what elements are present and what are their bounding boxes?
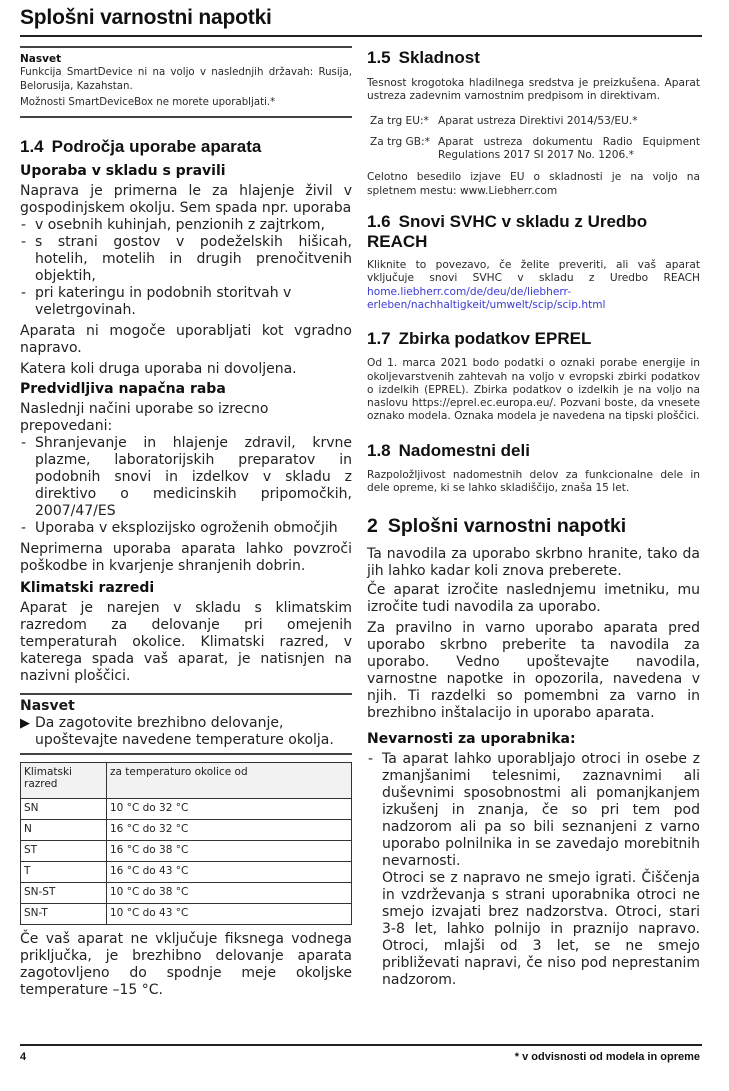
section-title: Snovi SVHC v skladu z Uredbo REACH (367, 212, 648, 252)
water-connection-note: Če vaš aparat ne vključuje fiksnega vodnega priključka, je brezhibno delovanje aparata zagotovljeno do spodnje meje okoljske temperature –15 °C. (20, 930, 352, 998)
table-row (21, 819, 352, 840)
market-text: Aparat ustreza dokumentu Radio Equipment Regulations 2017 SI 2017 No. 1206.* (438, 135, 700, 162)
list-item: - s strani gostov v podeželskih hišicah, hotelih, motelih in drugih prenočitvenih objektih, (20, 234, 352, 285)
market-label: Za trg EU:* (370, 114, 429, 127)
section-number: 1.4 (20, 136, 44, 156)
climate-class-table (20, 762, 352, 925)
hazards-list (367, 751, 700, 989)
table-row (21, 903, 352, 924)
misuse-list (20, 435, 352, 537)
section-title: Zbirka podatkov EPREL (398, 329, 592, 349)
tip-title: Nasvet (20, 697, 75, 714)
climate-heading: Klimatski razredi (20, 579, 155, 596)
page-number: 4 (20, 1051, 27, 1063)
eprel-text: Od 1. marca 2021 bodo podatki o oznaki porabe energije in okoljevarstvenih zahtevah na voljo v evropski zbirki podatkov o izdelkih (EPREL). Zbirka podatkov o izdelkih je na voljo na naslovu https://eprel.ec.europa.eu/. Pozvani boste, da vnesete oznako modela. Oznaka modela je navedena na tipski ploščici. (367, 357, 700, 423)
range-cell: 10 °C do 38 °C (107, 882, 352, 903)
hazard-text-continued: Otroci se z napravo ne smejo igrati. Čiščenja in vzdrževanja s strani uporabnika otroci ne smejo izvajati brez nadzorstva. Otroci, stari 3-8 let, lahko polnijo in praznijo napravo. Otroci, mlajši od 3 let, se ne smejo približevati napravi, če niso pod neprestanim nadzorom. (382, 870, 700, 989)
section-number: 1.8 (367, 440, 391, 460)
class-cell: SN (21, 798, 107, 819)
section-heading-1-7 (367, 329, 700, 349)
list-item: - Uporaba v eksplozijsko ogroženih območjih (20, 520, 352, 537)
declaration-text: Celotno besedilo izjave EU o skladnosti je na voljo na spletnem mestu: www.Liebherr.com (367, 171, 700, 197)
table-row (21, 882, 352, 903)
temperature-tip (20, 693, 352, 755)
column-header: za temperaturo okolice od (107, 762, 352, 798)
section-number: 2 (367, 515, 378, 538)
smartdevice-note (20, 46, 352, 118)
section-title: Skladnost (398, 48, 480, 67)
market-text: Aparat ustreza Direktivi 2014/53/EU.* (438, 114, 638, 127)
section-heading-1-8 (367, 441, 700, 461)
market-label: Za trg GB:* (370, 135, 430, 148)
other-use-note: Katera koli druga uporaba ni dovoljena. (20, 360, 297, 377)
safety-para: Če aparat izročite naslednjemu imetniku, mu izročite tudi navodila za uporabo. (367, 582, 700, 616)
range-cell: 16 °C do 43 °C (107, 861, 352, 882)
page-title: Splošni varnostni napotki (20, 6, 272, 29)
list-item: - Shranjevanje in hlajenje zdravil, krvne plazme, laboratorijskih preparatov in podobnih snovi in izdelkov v skladu z direktivo o medicinskih pripomočkih, 2007/47/ES (20, 435, 352, 520)
table-row (21, 798, 352, 819)
class-cell: T (21, 861, 107, 882)
title-divider (20, 35, 702, 37)
compliance-row-eu (367, 115, 700, 128)
svhc-description: Kliknite to povezavo, če želite preveriti, ali vaš aparat vključuje snovi SVHC v skladu z Uredbo REACH (367, 259, 700, 285)
range-cell: 10 °C do 32 °C (107, 798, 352, 819)
list-item: - pri kateringu in podobnih storitvah v veletrgovinah. (20, 285, 352, 319)
hazards-heading: Nevarnosti za uporabnika: (367, 731, 576, 748)
intended-use-intro: Naprava je primerna le za hlajenje živil v gospodinjskem okolju. Sem spada npr. uporaba (20, 182, 352, 216)
climate-text: Aparat je narejen v skladu s klimatskim razredom za delovanje pri omejenih temperaturah okolice. Klimatski razred, v katerega spada vaš aparat, je natisnjen na nazivni ploščici. (20, 599, 352, 684)
table-row (21, 840, 352, 861)
note-text: Možnosti SmartDeviceBox ne morete uporabljati.* (20, 97, 276, 108)
section-heading-2 (367, 515, 700, 538)
right-column (367, 46, 700, 989)
note-text: Funkcija SmartDevice ni na voljo v naslednjih državah: Rusija, Belorusija, Kazahstan. (20, 67, 352, 92)
table-header-row (21, 762, 352, 798)
section-number: 1.7 (367, 329, 391, 349)
left-column (20, 46, 352, 999)
range-cell: 10 °C do 43 °C (107, 903, 352, 924)
section-title: Področja uporabe aparata (51, 136, 262, 156)
section-title: Nadomestni deli (398, 440, 530, 460)
misuse-consequence: Neprimerna uporaba aparata lahko povzroči poškodbe in kvarjenje shranjenih dobrin. (20, 540, 352, 574)
misuse-heading: Predvidljiva napačna raba (20, 380, 226, 397)
footer-divider (20, 1044, 702, 1046)
class-cell: N (21, 819, 107, 840)
column-header: Klimatski razred (21, 762, 107, 798)
scip-link[interactable]: home.liebherr.com/de/deu/de/liebherr-erleben/nachhaltigkeit/umwelt/scip/scip.html (367, 285, 606, 311)
class-cell: ST (21, 840, 107, 861)
range-cell: 16 °C do 32 °C (107, 819, 352, 840)
footer-note: * v odvisnosti od modela in opreme (514, 1051, 700, 1063)
list-item (367, 751, 700, 989)
range-cell: 16 °C do 38 °C (107, 840, 352, 861)
table-row (21, 861, 352, 882)
compliance-row-gb (367, 136, 700, 163)
play-arrow-icon: ▶ (20, 715, 30, 731)
spare-parts-text: Razpoložljivost nadomestnih delov za funkcionalne dele in dele opreme, ki se lahko skladiščijo, znaša 15 let. (367, 468, 700, 495)
svhc-text (367, 259, 700, 312)
section-number: 1.5 (367, 48, 391, 67)
section-heading-1-4 (20, 137, 352, 157)
misuse-intro: Naslednji načini uporabe so izrecno prepovedani: (20, 400, 269, 434)
tip-row (20, 715, 352, 749)
intended-use-heading: Uporaba v skladu s pravili (20, 162, 226, 179)
intended-use-list (20, 217, 352, 319)
safety-para: Ta navodila za uporabo skrbno hranite, tako da jih lahko kadar koli znova preberete. (367, 546, 700, 580)
builtin-note: Aparata ni mogoče uporabljati kot vgradno napravo. (20, 322, 352, 356)
note-title: Nasvet (20, 53, 62, 65)
section-number: 1.6 (367, 212, 391, 232)
safety-para: Za pravilno in varno uporabo aparata pred uporabo skrbno preberite ta navodila za uporabo. Vedno upoštevajte navodila, varnostne napotke in opozorila, navedena v njih. Ti razdelki so pomembni za varno in brezhibno inštalacijo in uporabo aparata. (367, 620, 700, 722)
section-heading-1-6 (367, 212, 700, 252)
section-heading-1-5 (367, 48, 700, 68)
tip-text: Da zagotovite brezhibno delovanje, upoštevajte navedene temperature okolja. (35, 714, 334, 748)
list-item: - v osebnih kuhinjah, penzionih z zajtrkom, (20, 217, 352, 234)
section-title: Splošni varnostni napotki (387, 515, 627, 538)
compliance-text: Tesnost krogotoka hladilnega sredstva je preizkušena. Aparat ustreza zadevnim varnostnim predpisom in direktivam. (367, 77, 700, 103)
class-cell: SN-T (21, 903, 107, 924)
class-cell: SN-ST (21, 882, 107, 903)
hazard-text: Ta aparat lahko uporabljajo otroci in osebe z zmanjšanimi telesnimi, zaznavnimi ali duševnimi sposobnostmi ali pomanjkanjem izkušenj in znanja, če so pri tem pod nadzorom ali pa so bili seznanjeni z varno uporabo polnilnika in se zavedajo morebitnih nevarnosti. (382, 751, 700, 870)
